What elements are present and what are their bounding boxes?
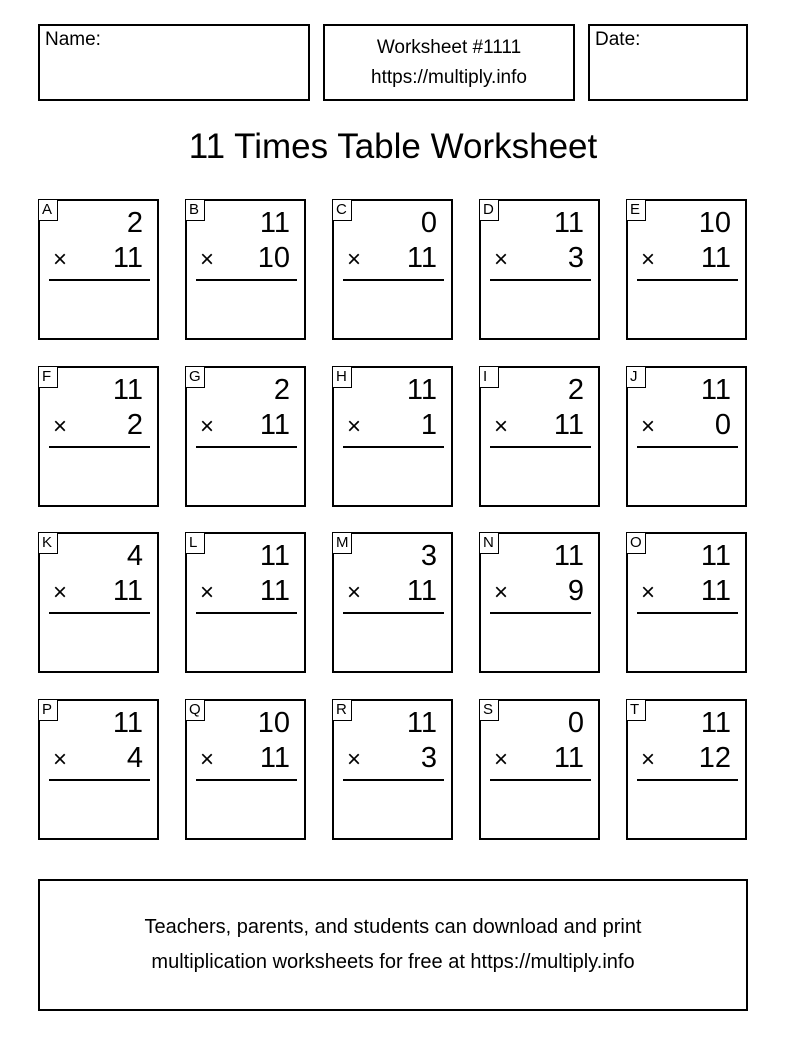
problem-card[interactable]	[626, 366, 747, 507]
problem-card[interactable]	[185, 199, 306, 340]
answer-line	[49, 779, 150, 781]
problem-letter: L	[185, 532, 205, 554]
problem-top-number: 11	[259, 207, 290, 239]
problem-bottom-number: 11	[700, 575, 731, 607]
answer-line	[343, 779, 444, 781]
multiply-sign: ×	[53, 413, 68, 440]
problem-top-number: 11	[112, 374, 143, 406]
multiply-sign: ×	[53, 579, 68, 606]
multiply-sign: ×	[494, 246, 509, 273]
problem-letter: C	[332, 199, 352, 221]
problem-card[interactable]	[38, 366, 159, 507]
problem-bottom-number: 11	[700, 242, 731, 274]
multiply-sign: ×	[53, 246, 68, 273]
answer-line	[490, 279, 591, 281]
multiply-sign: ×	[200, 746, 215, 773]
problem-card[interactable]	[38, 532, 159, 673]
problem-bottom-number: 11	[259, 742, 290, 774]
problem-top-number: 2	[567, 374, 584, 406]
page-title: 11 Times Table Worksheet	[188, 127, 598, 166]
answer-line	[196, 279, 297, 281]
problem-letter: N	[479, 532, 499, 554]
problem-top-number: 11	[700, 374, 731, 406]
problem-bottom-number: 11	[259, 409, 290, 441]
date-field[interactable]	[588, 24, 748, 101]
problem-card[interactable]	[626, 199, 747, 340]
answer-line	[637, 779, 738, 781]
multiply-sign: ×	[494, 413, 509, 440]
problem-bottom-number: 11	[406, 575, 437, 607]
answer-line	[49, 279, 150, 281]
worksheet-info-box	[323, 24, 575, 101]
problem-bottom-number: 2	[126, 409, 143, 441]
problem-letter: T	[626, 699, 646, 721]
multiply-sign: ×	[347, 746, 362, 773]
problem-letter: Q	[185, 699, 205, 721]
problem-top-number: 3	[420, 540, 437, 572]
answer-line	[49, 612, 150, 614]
problem-top-number: 10	[257, 707, 290, 739]
problem-letter: P	[38, 699, 58, 721]
problem-top-number: 2	[273, 374, 290, 406]
multiply-sign: ×	[494, 746, 509, 773]
problem-letter: M	[332, 532, 352, 554]
answer-line	[490, 779, 591, 781]
footer-box	[38, 879, 748, 1011]
problem-bottom-number: 9	[567, 575, 584, 607]
answer-line	[343, 612, 444, 614]
problem-top-number: 0	[567, 707, 584, 739]
problem-bottom-number: 1	[420, 409, 437, 441]
answer-line	[196, 612, 297, 614]
problem-top-number: 11	[406, 707, 437, 739]
problem-card[interactable]	[626, 532, 747, 673]
answer-line	[343, 279, 444, 281]
problem-bottom-number: 11	[406, 242, 437, 274]
problem-top-number: 10	[698, 207, 731, 239]
problem-card[interactable]	[38, 199, 159, 340]
worksheet-number: Worksheet #1111	[376, 37, 522, 58]
problem-top-number: 11	[259, 540, 290, 572]
problem-letter: K	[38, 532, 58, 554]
date-label: Date:	[595, 29, 641, 50]
multiply-sign: ×	[53, 746, 68, 773]
problem-top-number: 11	[553, 207, 584, 239]
answer-line	[490, 612, 591, 614]
answer-line	[490, 446, 591, 448]
problem-bottom-number: 3	[420, 742, 437, 774]
problem-letter: H	[332, 366, 352, 388]
problem-letter: I	[479, 366, 499, 388]
problem-letter: E	[626, 199, 646, 221]
multiply-sign: ×	[641, 746, 656, 773]
multiply-sign: ×	[347, 413, 362, 440]
problem-card[interactable]	[479, 699, 600, 840]
problem-card[interactable]	[626, 699, 747, 840]
footer-line-1: Teachers, parents, and students can download and print	[144, 916, 642, 938]
answer-line	[343, 446, 444, 448]
problem-bottom-number: 12	[698, 742, 731, 774]
problem-bottom-number: 0	[714, 409, 731, 441]
problem-letter: D	[479, 199, 499, 221]
multiply-sign: ×	[347, 246, 362, 273]
multiply-sign: ×	[641, 579, 656, 606]
problem-card[interactable]	[38, 699, 159, 840]
problem-card[interactable]	[332, 199, 453, 340]
problem-bottom-number: 11	[553, 742, 584, 774]
problem-card[interactable]	[185, 532, 306, 673]
problem-top-number: 11	[112, 707, 143, 739]
problem-card[interactable]	[185, 699, 306, 840]
problem-letter: F	[38, 366, 58, 388]
answer-line	[637, 446, 738, 448]
multiply-sign: ×	[200, 413, 215, 440]
footer-line-2: multiplication worksheets for free at https://multiply.info	[151, 951, 635, 973]
problem-letter: S	[479, 699, 499, 721]
multiply-sign: ×	[494, 579, 509, 606]
problem-bottom-number: 11	[112, 242, 143, 274]
problem-bottom-number: 11	[259, 575, 290, 607]
answer-line	[196, 779, 297, 781]
problem-card[interactable]	[332, 699, 453, 840]
problem-letter: B	[185, 199, 205, 221]
name-label: Name:	[45, 29, 101, 50]
problem-card[interactable]	[479, 366, 600, 507]
answer-line	[637, 279, 738, 281]
problem-letter: O	[626, 532, 646, 554]
site-url: https://multiply.info	[371, 67, 527, 88]
problem-letter: J	[626, 366, 646, 388]
problem-bottom-number: 3	[567, 242, 584, 274]
problem-bottom-number: 10	[257, 242, 290, 274]
problem-letter: G	[185, 366, 205, 388]
answer-line	[49, 446, 150, 448]
problem-top-number: 11	[406, 374, 437, 406]
answer-line	[637, 612, 738, 614]
problem-card[interactable]	[479, 532, 600, 673]
multiply-sign: ×	[200, 246, 215, 273]
problem-card[interactable]	[332, 532, 453, 673]
problem-top-number: 11	[700, 540, 731, 572]
problem-card[interactable]	[479, 199, 600, 340]
name-field[interactable]	[38, 24, 310, 101]
problem-top-number: 11	[700, 707, 731, 739]
problem-card[interactable]	[332, 366, 453, 507]
problem-bottom-number: 11	[112, 575, 143, 607]
problem-letter: R	[332, 699, 352, 721]
problem-top-number: 4	[126, 540, 143, 572]
problem-letter: A	[38, 199, 58, 221]
multiply-sign: ×	[641, 246, 656, 273]
problem-top-number: 11	[553, 540, 584, 572]
multiply-sign: ×	[641, 413, 656, 440]
problem-bottom-number: 4	[126, 742, 143, 774]
answer-line	[196, 446, 297, 448]
problem-top-number: 0	[420, 207, 437, 239]
problem-bottom-number: 11	[553, 409, 584, 441]
multiply-sign: ×	[347, 579, 362, 606]
problem-card[interactable]	[185, 366, 306, 507]
multiply-sign: ×	[200, 579, 215, 606]
problem-top-number: 2	[126, 207, 143, 239]
